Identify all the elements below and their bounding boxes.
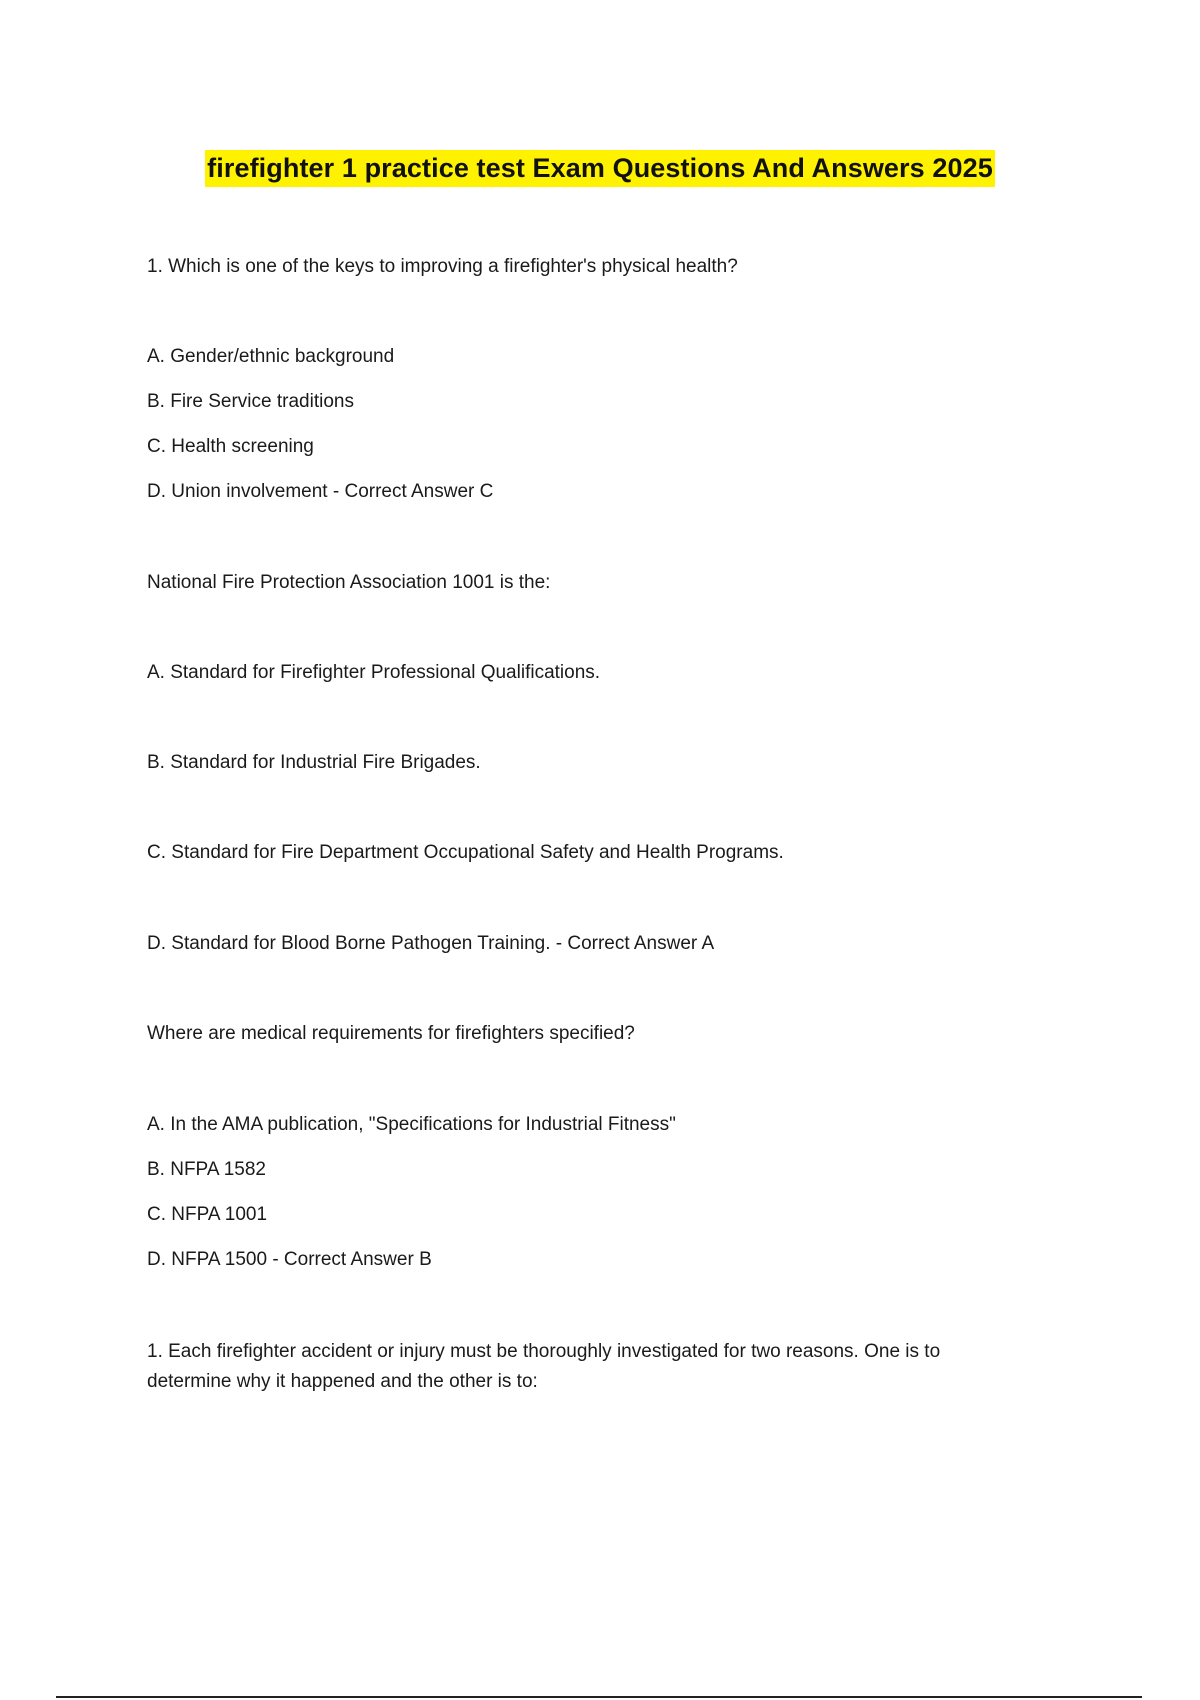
question-2-option-d: D. Standard for Blood Borne Pathogen Training. - Correct Answer A — [147, 933, 715, 954]
question-3-option-d: D. NFPA 1500 - Correct Answer B — [147, 1249, 432, 1270]
question-4-text: 1. Each firefighter accident or injury must be thoroughly investigated for two reasons. One is to determine why it happened and the other is to: — [147, 1341, 941, 1392]
question-3-option-b: B. NFPA 1582 — [147, 1159, 266, 1180]
question-2-option-b: B. Standard for Industrial Fire Brigades. — [147, 752, 481, 773]
question-2-text: National Fire Protection Association 1001 is the: — [147, 572, 551, 593]
question-2-option-c: C. Standard for Fire Department Occupational Safety and Health Programs. — [147, 842, 784, 863]
question-1-option-b: B. Fire Service traditions — [147, 391, 354, 412]
question-3-text: Where are medical requirements for firefighters specified? — [147, 1023, 635, 1044]
question-3-option-a: A. In the AMA publication, "Specifications for Industrial Fitness" — [147, 1114, 676, 1135]
document-title: firefighter 1 practice test Exam Questions And Answers 2025 — [205, 150, 995, 187]
page-bottom-rule — [56, 1696, 1142, 1698]
question-1-option-a: A. Gender/ethnic background — [147, 346, 395, 367]
question-1-option-c: C. Health screening — [147, 436, 314, 457]
question-2-option-a: A. Standard for Firefighter Professional Qualifications. — [147, 662, 601, 683]
question-3-option-c: C. NFPA 1001 — [147, 1204, 268, 1225]
question-1-text: 1. Which is one of the keys to improving a firefighter's physical health? — [147, 256, 738, 277]
title-container — [0, 150, 1200, 187]
question-1-option-d: D. Union involvement - Correct Answer C — [147, 481, 494, 502]
